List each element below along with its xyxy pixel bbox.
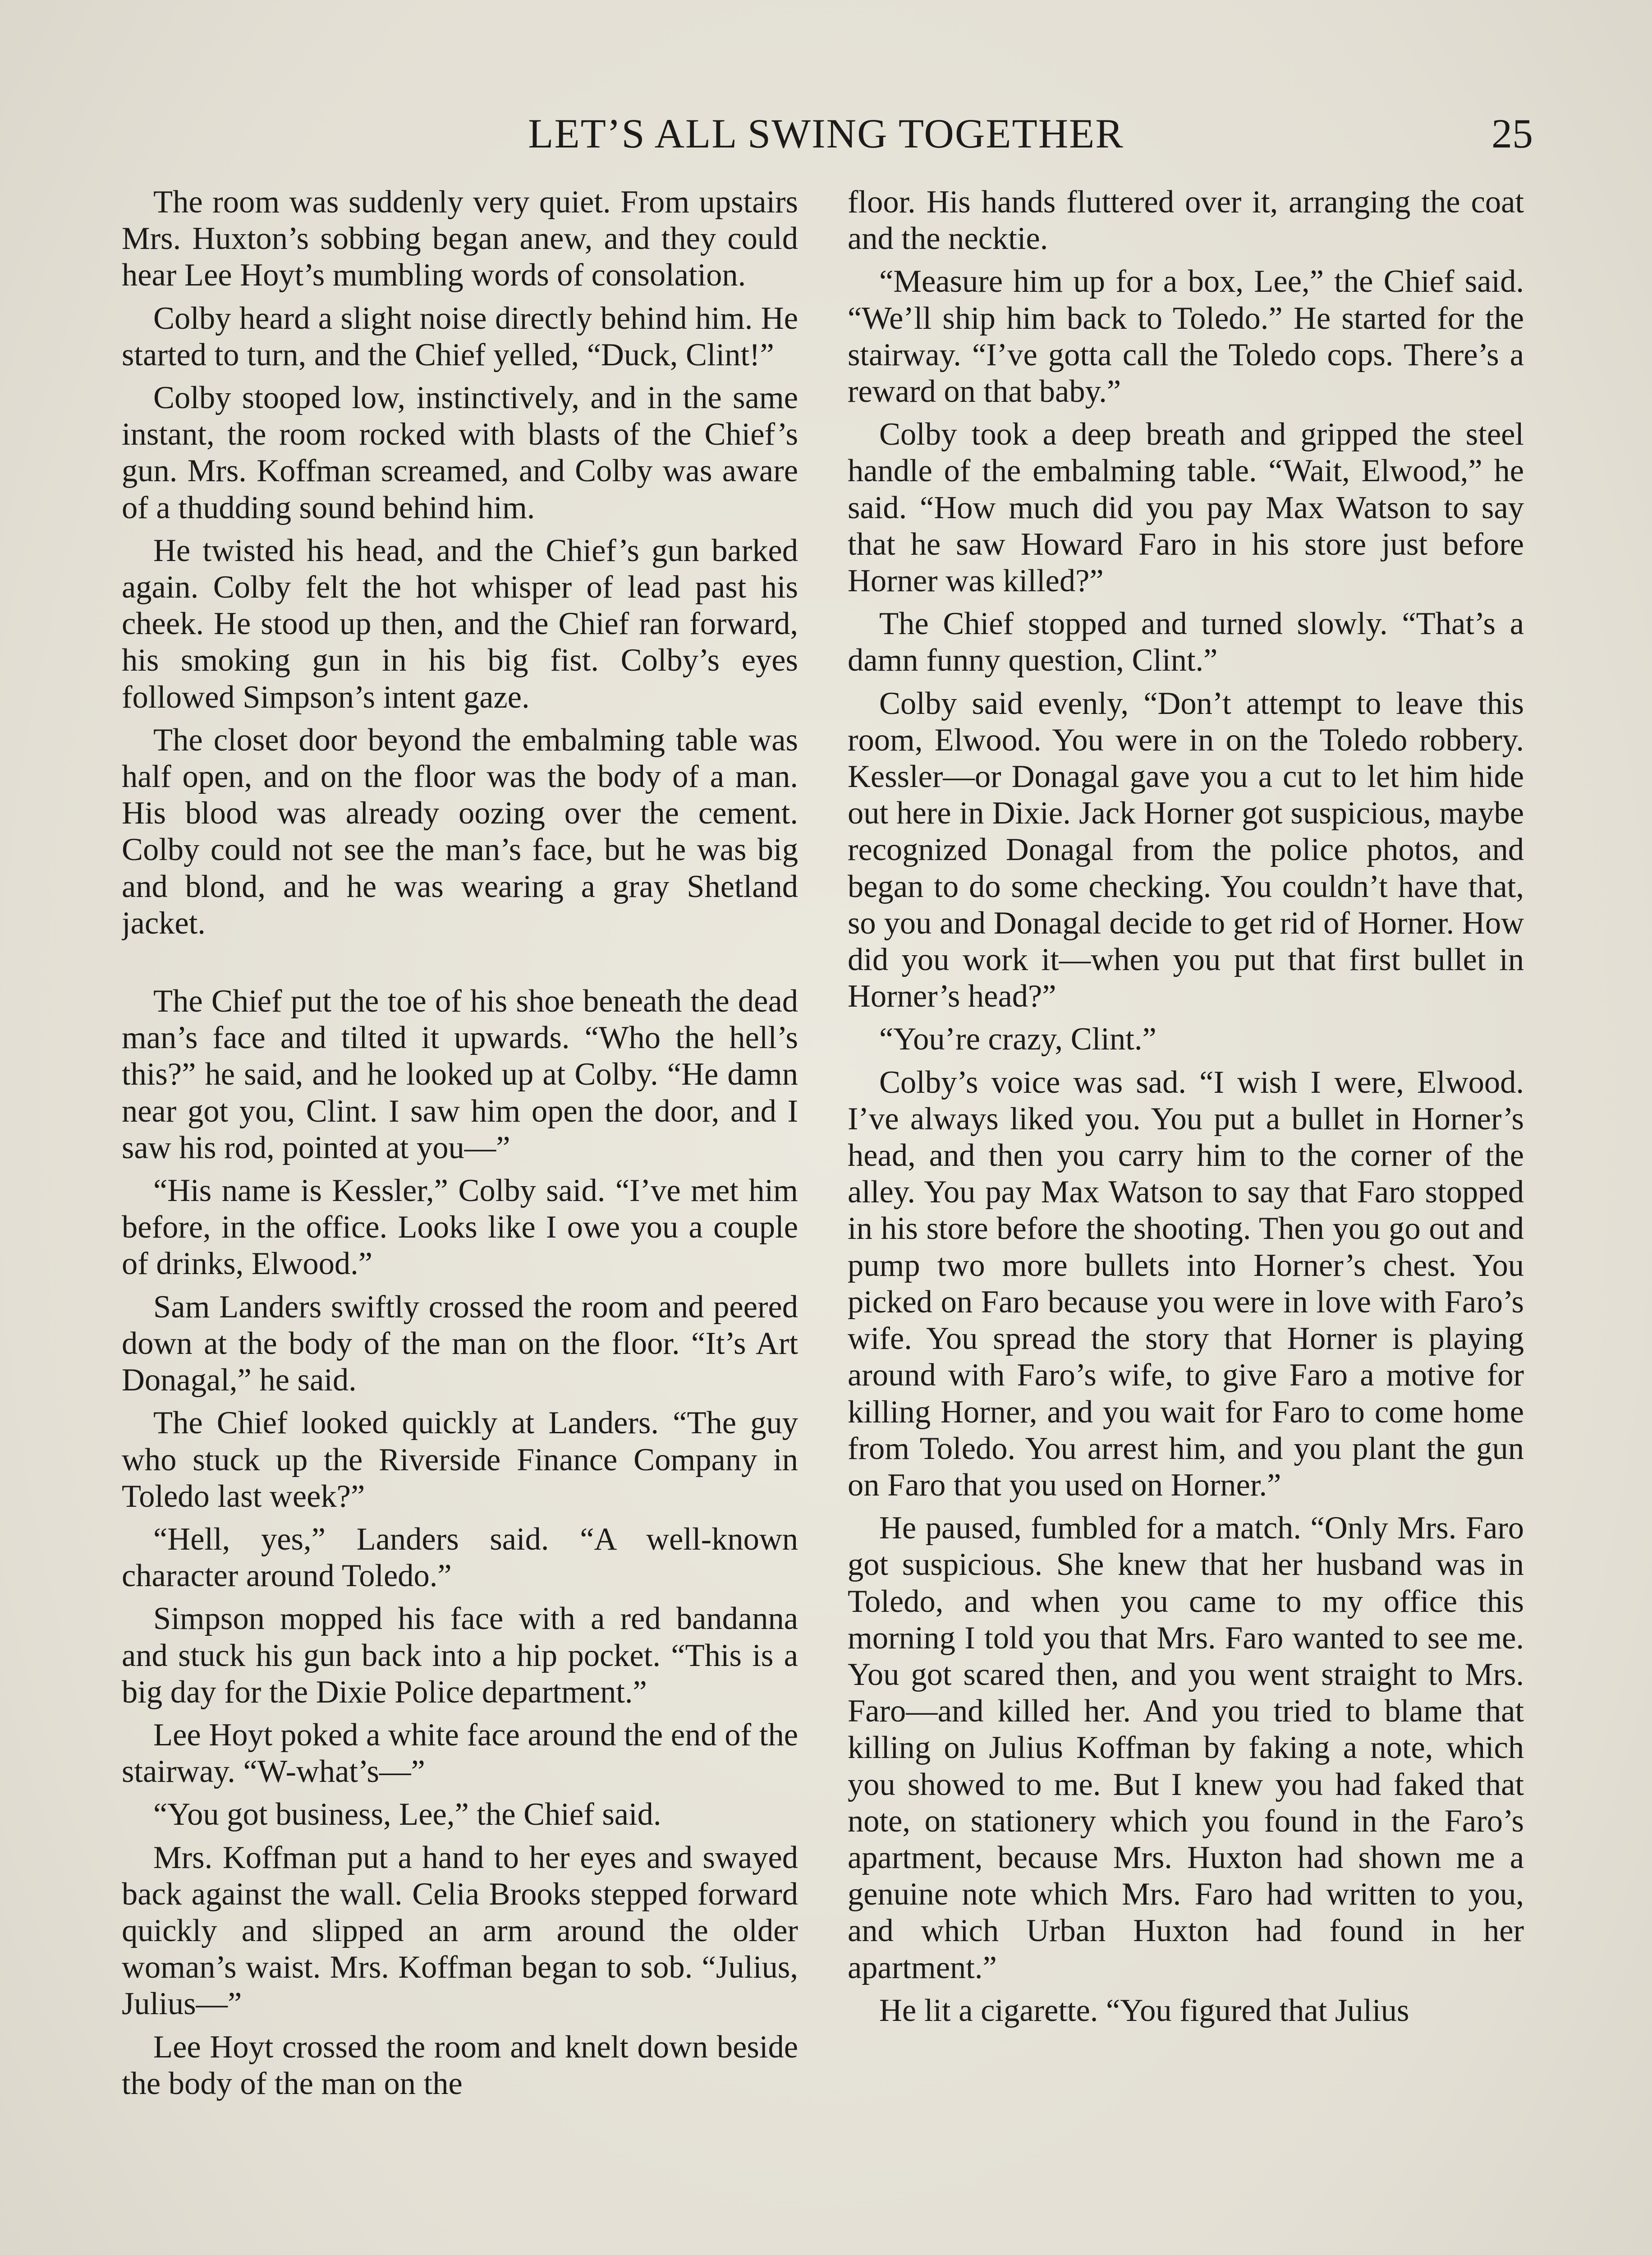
paragraph: Colby heard a slight noise directly behind him. He started to turn, and the Chief yelled, “Duck, Clint!” bbox=[122, 300, 798, 373]
paragraph: Colby said evenly, “Don’t attempt to leave this room, Elwood. You were in on the Toledo robbery. Kessler—or Donagal gave you a cut to let him hide out here in Dixie. Jack Horner got suspicious, maybe recognized Donagal from the police photos, and began to do some checking. You couldn’t have that, so you and Donagal decide to get rid of Horner. How did you work it—when you put that first bullet in Horner’s head?” bbox=[848, 686, 1524, 1014]
paragraph: The Chief stopped and turned slowly. “That’s a damn funny question, Clint.” bbox=[848, 606, 1524, 678]
paragraph: The closet door beyond the embalming table was half open, and on the floor was the body of a man. His blood was already oozing over the cement. Colby could not see the man’s face, but he was big and blond, and he was wearing a gray Shetland jacket. bbox=[122, 722, 798, 941]
paragraph: Colby’s voice was sad. “I wish I were, Elwood. I’ve always liked you. You put a bullet in Horner’s head, and then you carry him to the corner of the alley. You pay Max Watson to say that Faro stopped in his store before the shooting. Then you go out and pump two more bullets into Horner’s chest. You picked on Faro because you were in love with Faro’s wife. You spread the story that Horner is playing around with Faro’s wife, to give Faro a motive for killing Horner, and you wait for Faro to come home from Toledo. You arrest him, and you plant the gun on Faro that you used on Horner.” bbox=[848, 1064, 1524, 1503]
paragraph: “You’re crazy, Clint.” bbox=[879, 1022, 1156, 1057]
paragraph: The room was suddenly very quiet. From upstairs Mrs. Huxton’s sobbing began anew, and they could hear Lee Hoyt’s mumbling words of consolation. bbox=[122, 184, 798, 293]
paragraph: He twisted his head, and the Chief’s gun barked again. Colby felt the hot whisper of lead past his cheek. He stood up then, and the Chief ran forward, his smoking gun in his big fist. Colby’s eyes followed Simpson’s intent gaze. bbox=[122, 533, 798, 715]
paragraph: He lit a cigarette. “You figured that Julius bbox=[879, 1993, 1409, 2028]
paragraph: The Chief looked quickly at Landers. “The guy who stuck up the Riverside Finance Company in Toledo last week?” bbox=[122, 1405, 798, 1514]
paragraph: He paused, fumbled for a match. “Only Mrs. Faro got suspicious. She knew that her husband was in Toledo, and when you came to my office this morning I told you that Mrs. Faro wanted to see me. You got scared then, and you went straight to Mrs. Faro—and killed her. And you tried to blame that killing on Julius Koffman by faking a note, which you showed to me. But I knew you had faked that note, on stationery which you found in the Faro’s apartment, because Mrs. Huxton had shown me a genuine note which Mrs. Faro had written to you, and which Urban Huxton had found in her apartment.” bbox=[848, 1510, 1524, 1985]
paragraph: Lee Hoyt poked a white face around the end of the stairway. “W-what’s—” bbox=[122, 1717, 798, 1790]
paragraph: “His name is Kessler,” Colby said. “I’ve met him before, in the office. Looks like I owe you a couple of drinks, Elwood.” bbox=[122, 1173, 798, 1282]
paragraph: Simpson mopped his face with a red bandanna and stuck his gun back into a hip pocket. “This is a big day for the Dixie Police department.” bbox=[122, 1601, 798, 1710]
paragraph: Lee Hoyt crossed the room and knelt down beside the body of the man on the bbox=[122, 2029, 798, 2101]
paragraph: The Chief put the toe of his shoe beneath the dead man’s face and tilted it upwards. “Who the hell’s this?” he said, and he looked up at Colby. “He damn near got you, Clint. I saw him open the door, and I saw his rod, pointed at you—” bbox=[122, 984, 798, 1165]
running-title: LET’S ALL SWING TOGETHER bbox=[528, 110, 1124, 156]
paragraph: “Hell, yes,” Landers said. “A well-known character around Toledo.” bbox=[122, 1521, 798, 1594]
page-number: 25 bbox=[1491, 110, 1533, 156]
paragraph: “You got business, Lee,” the Chief said. bbox=[153, 1797, 661, 1832]
paragraph: floor. His hands fluttered over it, arranging the coat and the necktie. bbox=[848, 184, 1524, 257]
paragraph: Colby stooped low, instinctively, and in the same instant, the room rocked with blasts of the Chief’s gun. Mrs. Koffman screamed, and Colby was aware of a thudding sound behind him. bbox=[122, 380, 798, 525]
paragraph: Colby took a deep breath and gripped the steel handle of the embalming table. “Wait, Elwood,” he said. “How much did you pay Max Watson to say that he saw Howard Faro in his store just before Horner was killed?” bbox=[848, 417, 1524, 599]
paragraph: “Measure him up for a box, Lee,” the Chief said. “We’ll ship him back to Toledo.” He started for the stairway. “I’ve gotta call the Toledo cops. There’s a reward on that baby.” bbox=[848, 264, 1524, 410]
paragraph: Sam Landers swiftly crossed the room and peered down at the body of the man on the floor. “It’s Art Donagal,” he said. bbox=[122, 1289, 798, 1398]
text-column-left bbox=[122, 184, 798, 2255]
paragraph: Mrs. Koffman put a hand to her eyes and swayed back against the wall. Celia Brooks stepped forward quickly and slipped an arm around the older woman’s waist. Mrs. Koffman began to sob. “Julius, Julius—” bbox=[122, 1840, 798, 2022]
text-column-right bbox=[848, 184, 1524, 2255]
